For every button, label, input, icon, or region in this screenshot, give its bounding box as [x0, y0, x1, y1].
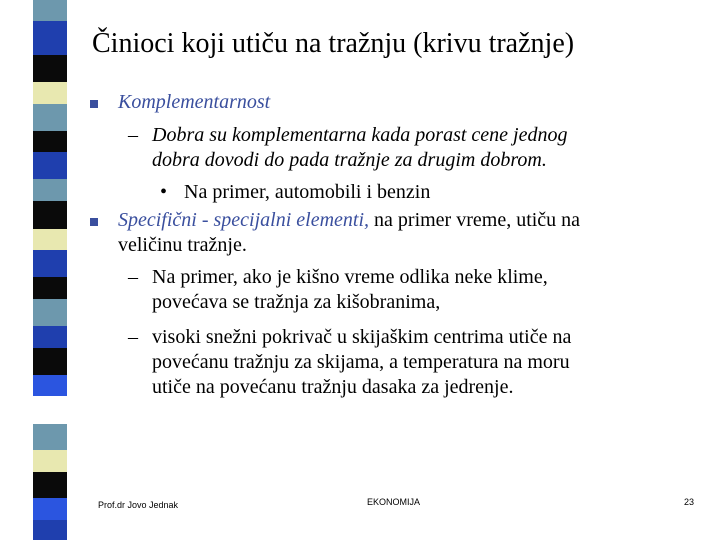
- square-bullet-icon: [90, 218, 98, 226]
- square-bullet-icon: [90, 100, 98, 108]
- sub-point-text: utiče na povećanu tražnju dasaka za jedrenje.: [152, 376, 514, 398]
- footer-subject: EKONOMIJA: [367, 497, 421, 507]
- sub-point-text: povećanu tražnju za skijama, a temperatura na moru: [152, 351, 570, 373]
- sub-point-text: dobra dovodi do pada tražnje za drugim dobrom.: [152, 149, 547, 171]
- slide-title: Činioci koji utiču na tražnju (krivu tražnje): [92, 28, 575, 59]
- bullet-heading-continuation: veličinu tražnje.: [118, 234, 247, 256]
- dash-marker: –: [128, 326, 138, 348]
- sub-point-text: Na primer, ako je kišno vreme odlika neke klime,: [152, 266, 548, 288]
- dot-marker: •: [160, 181, 168, 203]
- bullet-heading: [118, 208, 580, 232]
- dash-marker: –: [128, 266, 138, 288]
- footer-page-number: 23: [684, 497, 695, 507]
- bullet-heading: Komplementarnost: [118, 91, 271, 113]
- sub-point-text: visoki snežni pokrivač u skijaškim centrima utiče na: [152, 326, 572, 348]
- footer-author: Prof.dr Jovo Jednak: [98, 500, 179, 510]
- sub-point-text: povećava se tražnja za kišobranima,: [152, 291, 441, 313]
- sub-point-text: Dobra su komplementarna kada porast cene jednog: [152, 124, 568, 146]
- bullet-heading-emphasis: Specifični - specijalni elementi,: [118, 209, 370, 231]
- dash-marker: –: [128, 124, 138, 146]
- bullet-heading-rest: na primer vreme, utiču na: [369, 209, 581, 231]
- example-text: Na primer, automobili i benzin: [184, 181, 431, 203]
